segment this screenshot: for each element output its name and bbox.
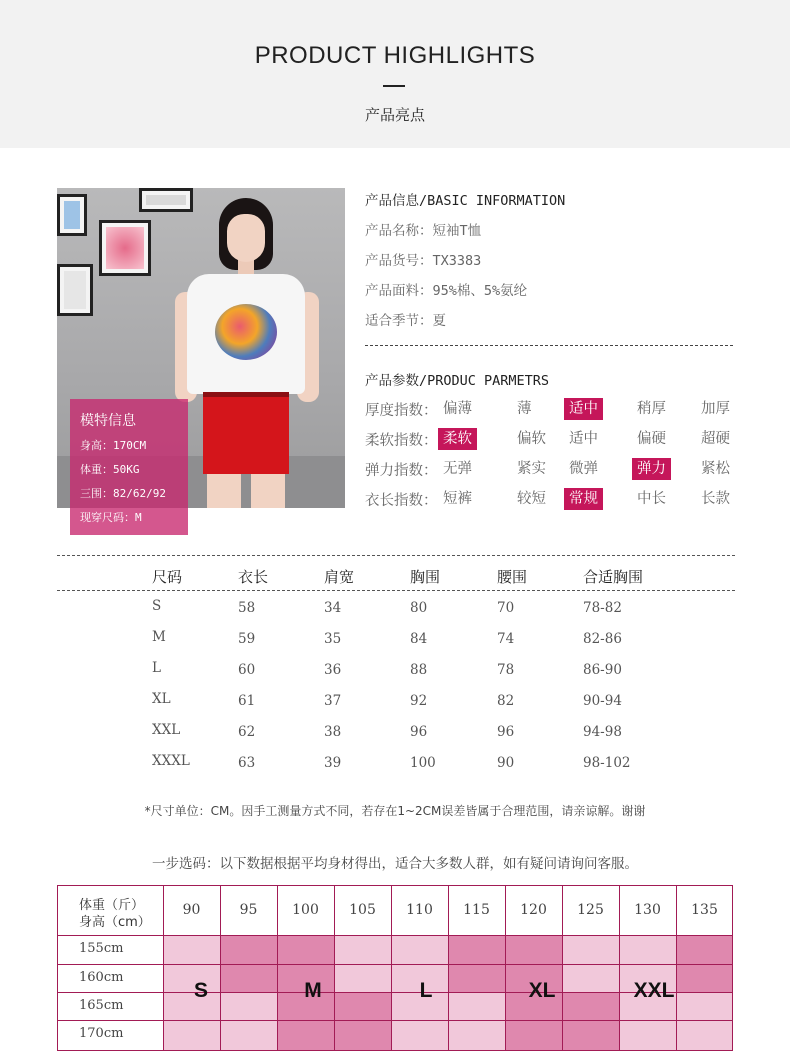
highlights-banner: [0, 0, 790, 148]
grid-cell: [220, 935, 277, 964]
size-label: M: [304, 979, 322, 1002]
size-table-cell: 96: [497, 724, 515, 740]
param-label: 厚度指数：: [365, 403, 438, 419]
size-table-cell: 100: [410, 755, 436, 771]
size-table-cell: 84: [410, 631, 428, 647]
param-option: 薄: [517, 401, 532, 417]
grid-cell: [505, 1020, 562, 1051]
size-table-cell: 80: [410, 600, 428, 616]
param-label: 弹力指数：: [365, 463, 438, 479]
info-season: 适合季节：夏: [365, 313, 446, 329]
param-option: 紧实: [517, 461, 546, 477]
size-table-header: 合适胸围: [583, 568, 644, 586]
size-table-cell: 90-94: [583, 693, 622, 709]
param-option: 无弹: [443, 461, 472, 477]
info-divider: [365, 345, 733, 346]
grid-cell: [562, 964, 619, 992]
param-option: 紧松: [701, 461, 730, 477]
size-table-header: 肩宽: [324, 568, 355, 586]
weight-header: 120: [520, 902, 547, 918]
table-header-rule: [57, 590, 735, 591]
size-table-cell: 34: [324, 600, 342, 616]
size-table-cell: M: [152, 629, 166, 645]
param-option: 偏软: [517, 431, 546, 447]
banner-divider: [383, 85, 405, 87]
info-product-code: 产品货号：TX3383: [365, 253, 482, 269]
size-recommend-grid: [57, 885, 733, 1051]
size-table-cell: 39: [324, 755, 342, 771]
size-table-cell: L: [152, 660, 161, 676]
size-table-cell: 92: [410, 693, 428, 709]
weight-header: 135: [691, 902, 718, 918]
grid-cell: [163, 935, 220, 964]
size-table-cell: 94-98: [583, 724, 622, 740]
size-label: L: [419, 979, 433, 1002]
grid-cell: [277, 935, 334, 964]
table-top-rule: [57, 555, 735, 556]
param-option: 稍厚: [637, 401, 666, 417]
weight-header: 130: [634, 902, 661, 918]
size-table-cell: 59: [238, 631, 256, 647]
size-table-cell: 96: [410, 724, 428, 740]
params-heading: 产品参数/PRODUC PARMETRS: [365, 373, 550, 389]
grid-cell: [448, 992, 505, 1020]
weight-header: 95: [239, 902, 258, 918]
param-label: 衣长指数：: [365, 493, 438, 509]
model-measurements: 三围：82/62/92: [80, 487, 166, 500]
elephant-print: [215, 304, 277, 360]
grid-cell: [562, 992, 619, 1020]
param-option: 长款: [701, 491, 730, 507]
weight-axis-label: 体重（斤）: [79, 898, 145, 913]
grid-cell: [334, 935, 391, 964]
size-table-cell: 82: [497, 693, 515, 709]
weight-header: 90: [182, 902, 201, 918]
info-fabric: 产品面料：95%棉、5%氨纶: [365, 283, 528, 299]
weight-header: 100: [292, 902, 319, 918]
size-table-cell: XXL: [152, 722, 181, 738]
height-axis-label: 身高（cm）: [79, 915, 151, 930]
param-option: 中长: [637, 491, 666, 507]
height-row-label: 170cm: [79, 1026, 124, 1041]
grid-cell: [334, 1020, 391, 1051]
grid-cell: [448, 935, 505, 964]
param-option: 超硬: [701, 431, 730, 447]
height-row-label: 160cm: [79, 970, 124, 985]
size-table-cell: 62: [238, 724, 256, 740]
param-option: 偏薄: [443, 401, 472, 417]
model-info-card: [70, 399, 188, 535]
param-option: 较短: [517, 491, 546, 507]
grid-cell: [562, 1020, 619, 1051]
size-table-cell: 82-86: [583, 631, 622, 647]
size-table-cell: XL: [152, 691, 171, 707]
grid-cell: [220, 992, 277, 1020]
model-height: 身高：170CM: [80, 439, 147, 452]
model-info-title: 模特信息: [80, 413, 136, 429]
param-option: 偏硬: [637, 431, 666, 447]
grid-cell: [163, 992, 220, 1020]
model-weight: 体重：50KG: [80, 463, 140, 476]
weight-header: 105: [349, 902, 376, 918]
size-table-cell: 70: [497, 600, 515, 616]
banner-title: PRODUCT HIGHLIGHTS: [254, 42, 536, 69]
grid-corner: [57, 885, 163, 935]
grid-cell: [448, 1020, 505, 1051]
size-table-cell: 36: [324, 662, 342, 678]
grid-cell: [619, 935, 676, 964]
size-table-cell: 35: [324, 631, 342, 647]
size-label: XXL: [633, 979, 675, 1002]
grid-cell: [676, 1020, 733, 1051]
basic-info-heading: 产品信息/BASIC INFORMATION: [365, 193, 566, 209]
size-table-cell: 37: [324, 693, 342, 709]
size-label: S: [193, 979, 209, 1002]
size-table-cell: 88: [410, 662, 428, 678]
grid-cell: [619, 1020, 676, 1051]
size-table-cell: 74: [497, 631, 515, 647]
grid-cell: [277, 1020, 334, 1051]
size-table-cell: 86-90: [583, 662, 622, 678]
info-product-name: 产品名称：短袖T恤: [365, 223, 482, 239]
grid-cell: [562, 935, 619, 964]
param-option: 适中: [569, 431, 598, 447]
size-table-cell: 38: [324, 724, 342, 740]
banner-subtitle: 产品亮点: [364, 106, 425, 124]
size-table-cell: XXXL: [152, 753, 190, 769]
grid-cell: [163, 964, 220, 992]
grid-cell: [334, 992, 391, 1020]
grid-cell: [163, 1020, 220, 1051]
size-table-header: 尺码: [152, 568, 183, 586]
size-label: XL: [528, 979, 556, 1002]
grid-cell: [676, 992, 733, 1020]
unit-note: *尺寸单位：CM。因手工测量方式不同，若存在1~2CM误差皆属于合理范围，请亲谅解。谢谢: [144, 804, 646, 818]
grid-cell: [676, 964, 733, 992]
grid-cell: [505, 935, 562, 964]
red-shorts: [203, 392, 289, 474]
model-size: 现穿尺码：M: [80, 511, 142, 524]
param-option-selected: 柔软: [438, 428, 477, 450]
grid-cell: [220, 1020, 277, 1051]
param-option-selected: 弹力: [632, 458, 671, 480]
size-table-header: 胸围: [410, 568, 441, 586]
grid-cell: [676, 935, 733, 964]
size-table-header: 衣长: [238, 568, 269, 586]
wall-frame: [139, 188, 193, 212]
size-table-cell: 78: [497, 662, 515, 678]
wall-frame: [57, 194, 87, 236]
size-table-cell: 63: [238, 755, 256, 771]
grid-cell: [448, 964, 505, 992]
weight-header: 110: [406, 902, 433, 918]
param-option: 加厚: [701, 401, 730, 417]
grid-cell: [220, 964, 277, 992]
guide-note: 一步选码：以下数据根据平均身材得出，适合大多数人群，如有疑问请询问客服。: [152, 856, 638, 872]
size-table-header: 腰围: [497, 568, 528, 586]
size-table-cell: 98-102: [583, 755, 631, 771]
param-option: 微弹: [569, 461, 598, 477]
param-option: 短裤: [443, 491, 472, 507]
param-label: 柔软指数：: [365, 433, 438, 449]
grid-cell: [391, 1020, 448, 1051]
height-row-label: 155cm: [79, 941, 124, 956]
size-table-cell: S: [152, 598, 162, 614]
size-table-cell: 90: [497, 755, 515, 771]
size-table-cell: 60: [238, 662, 256, 678]
weight-header: 115: [463, 902, 490, 918]
grid-cell: [391, 935, 448, 964]
param-option-selected: 适中: [564, 398, 603, 420]
size-table-cell: 78-82: [583, 600, 622, 616]
size-table-cell: 61: [238, 693, 256, 709]
grid-cell: [334, 964, 391, 992]
wall-frame: [99, 220, 151, 276]
param-option-selected: 常规: [564, 488, 603, 510]
weight-header: 125: [577, 902, 604, 918]
size-table-cell: 58: [238, 600, 256, 616]
wall-frame: [57, 264, 93, 316]
height-row-label: 165cm: [79, 998, 124, 1013]
